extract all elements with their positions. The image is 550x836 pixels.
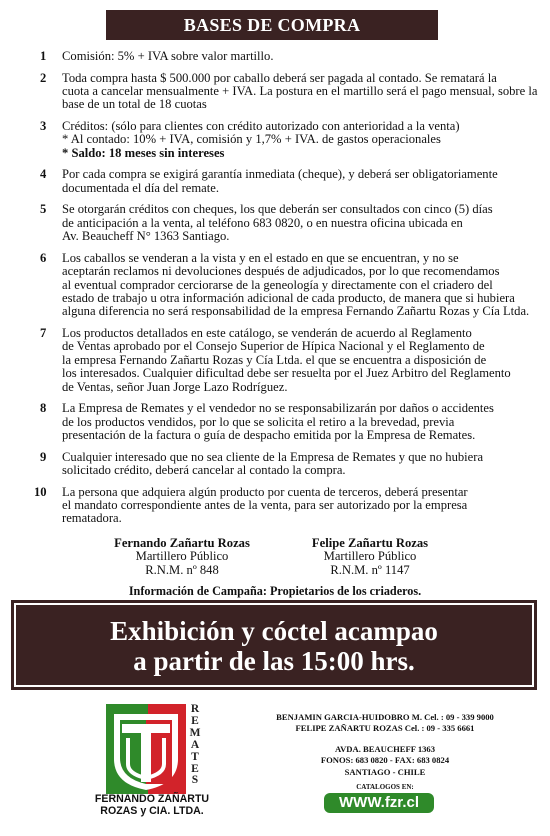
- item-number: 5: [40, 202, 47, 217]
- logo-vertical-text: [188, 704, 202, 787]
- company-line: ROZAS y CIA. LTDA.: [100, 805, 204, 817]
- signature-name: Felipe Zañartu Rozas: [311, 536, 429, 550]
- item-text: al eventual comprador cerciorarse de la geneología y directamente con el criadero del: [62, 277, 493, 292]
- item-text: rematadora.: [62, 511, 122, 526]
- contact-person: BENJAMIN GARCIA-HUIDOBRO M. Cel. : 09 - 339 9000: [276, 712, 494, 722]
- item-number: 8: [40, 401, 47, 416]
- item-text: la empresa Fernando Zañartu Rozas y Cía Ltda. el que se encuentra a disposición de: [62, 352, 487, 367]
- address-line: SANTIAGO - CHILE: [344, 766, 426, 777]
- item-number: 10: [34, 484, 47, 499]
- item-text: Los productos detallados en este catálogo, se venderán de acuerdo al Reglamento: [62, 326, 472, 341]
- signature-title: Martillero Público: [323, 549, 417, 564]
- list-item: [36, 70, 538, 112]
- item-text: el mandato correspondiente antes de la venta, para ser autorizado por la empresa: [62, 498, 468, 513]
- terms-list: [34, 49, 538, 534]
- website-link[interactable]: WWW.fzr.cl: [324, 793, 434, 813]
- signature-block: [280, 537, 460, 577]
- logo-mark-icon: [106, 704, 186, 794]
- list-item: [36, 50, 526, 63]
- item-text: alguna diferencia no será responsabilidad de la empresa Fernando Zañartu Rozas y Cía Ltda.: [62, 304, 530, 319]
- list-item: [36, 327, 526, 394]
- company-logo: [92, 700, 242, 830]
- logo-letter: R: [190, 703, 200, 715]
- page-title: BASES DE COMPRA: [106, 10, 438, 40]
- list-item: [36, 120, 526, 160]
- contact-people: [240, 712, 530, 735]
- item-number: 6: [40, 250, 47, 265]
- list-item: [36, 402, 526, 442]
- item-text: presentación de la factura o guía de despacho emitida por la Empresa de Remates.: [62, 428, 476, 443]
- banner-line: Exhibición y cóctel acampao: [110, 616, 438, 646]
- item-text: Toda compra hasta $ 500.000 por caballo deberá ser pagada al contado. Se rematará la: [62, 70, 497, 85]
- company-name: [90, 793, 214, 817]
- list-item: [36, 203, 526, 243]
- contact-info: [240, 712, 530, 787]
- item-text: Av. Beaucheff N° 1363 Santiago.: [62, 229, 230, 244]
- address-line: AVDA. BEAUCHEFF 1363: [334, 743, 436, 754]
- logo-letter: A: [190, 738, 200, 751]
- item-text: * Al contado: 10% + IVA, comisión y 1,7% + IVA. de gastos operacionales: [62, 132, 441, 147]
- item-text: La persona que adquiera algún producto por cuenta de terceros, deberá presentar: [62, 484, 468, 499]
- item-text: cuota a cancelar mensualmente + IVA. La postura en el martillo será el pago mensual, sobre la: [62, 84, 538, 98]
- signature-title: Martillero Público: [135, 549, 229, 564]
- item-text: aceptarán reclamos ni devoluciones después de adjudicados, por lo que recomendamos: [62, 264, 500, 279]
- item-text: La Empresa de Remates y el vendedor no se responsabilizarán por daños o accidentes: [62, 401, 494, 416]
- item-text: de los productos vendidos, por lo que se solicita el retiro a la brevedad, previa: [62, 414, 455, 429]
- company-line: FERNANDO ZAÑARTU: [94, 793, 210, 805]
- item-text: base de un total de 18 cuotas: [62, 97, 207, 112]
- logo-letter: S: [191, 774, 199, 787]
- item-number: 3: [40, 119, 47, 133]
- logo-letter: M: [189, 726, 201, 739]
- list-item: [36, 250, 530, 319]
- item-text: Comisión: 5% + IVA sobre valor martillo.: [62, 49, 274, 63]
- logo-letter: E: [191, 762, 199, 775]
- item-text: de Ventas, señor Juan Jorge Lazo Rodríguez.: [62, 379, 288, 394]
- logo-letter: E: [191, 714, 199, 727]
- campaign-info: Información de Campaña: Propietarios de los criaderos.: [128, 584, 422, 598]
- item-text: Los caballos se venderan a la vista y en el estado en que se encuentran, y no se: [62, 250, 459, 265]
- item-number: 7: [40, 326, 47, 341]
- item-text: Por cada compra se exigirá garantía inmediata (cheque), y deberá ser obligatoriamente: [62, 167, 498, 182]
- signature-name: Fernando Zañartu Rozas: [114, 536, 250, 550]
- catalog-label: CATALOGOS EN:: [356, 783, 414, 791]
- banner-line: a partir de las 15:00 hrs.: [133, 646, 415, 676]
- logo-letter: T: [191, 750, 199, 763]
- item-text: Créditos: (sólo para clientes con crédito autorizado con anterioridad a la venta): [62, 119, 460, 133]
- item-text: los interesados. Cualquier dificultad debe ser resuelta por el Juez Arbitro del Reglamento: [62, 366, 511, 381]
- item-number: 2: [40, 70, 47, 85]
- signature-rnm: R.N.M. nº 1147: [330, 562, 410, 577]
- item-text: de anticipación a la venta, al teléfono 683 0820, o en nuestra oficina ubicada en: [62, 215, 463, 230]
- signature-rnm: R.N.M. nº 848: [145, 562, 219, 577]
- item-number: 1: [40, 49, 47, 63]
- item-text: de Ventas aprobado por el Consejo Superior de Hípica Nacional y el Reglamento de: [62, 339, 485, 354]
- item-number: 9: [40, 449, 47, 464]
- item-text: documentada el día del remate.: [62, 180, 219, 195]
- list-item: [36, 168, 526, 195]
- item-text: * Saldo: 18 meses sin intereses: [62, 145, 225, 160]
- item-number: 4: [40, 167, 47, 182]
- item-text: solicitado crédito, deberá cancelar al contado la compra.: [62, 463, 346, 478]
- item-text: Se otorgarán créditos con cheques, los que deberán ser consultados con cinco (5) días: [62, 202, 493, 217]
- contact-person: FELIPE ZAÑARTU ROZAS Cel. : 09 - 335 6661: [295, 723, 475, 734]
- address-line: FONOS: 683 0820 - FAX: 683 0824: [320, 755, 450, 766]
- list-item: [36, 451, 526, 478]
- list-item: [36, 486, 526, 526]
- item-text: estado de trabajo u otra información adicional de cada producto, de manera que si hubiera: [62, 291, 515, 306]
- signature-block: [92, 537, 272, 577]
- event-banner: [14, 603, 534, 687]
- contact-address: [240, 744, 530, 778]
- item-text: Cualquier interesado que no sea cliente de la Empresa de Remates y que no hubiera: [62, 449, 484, 464]
